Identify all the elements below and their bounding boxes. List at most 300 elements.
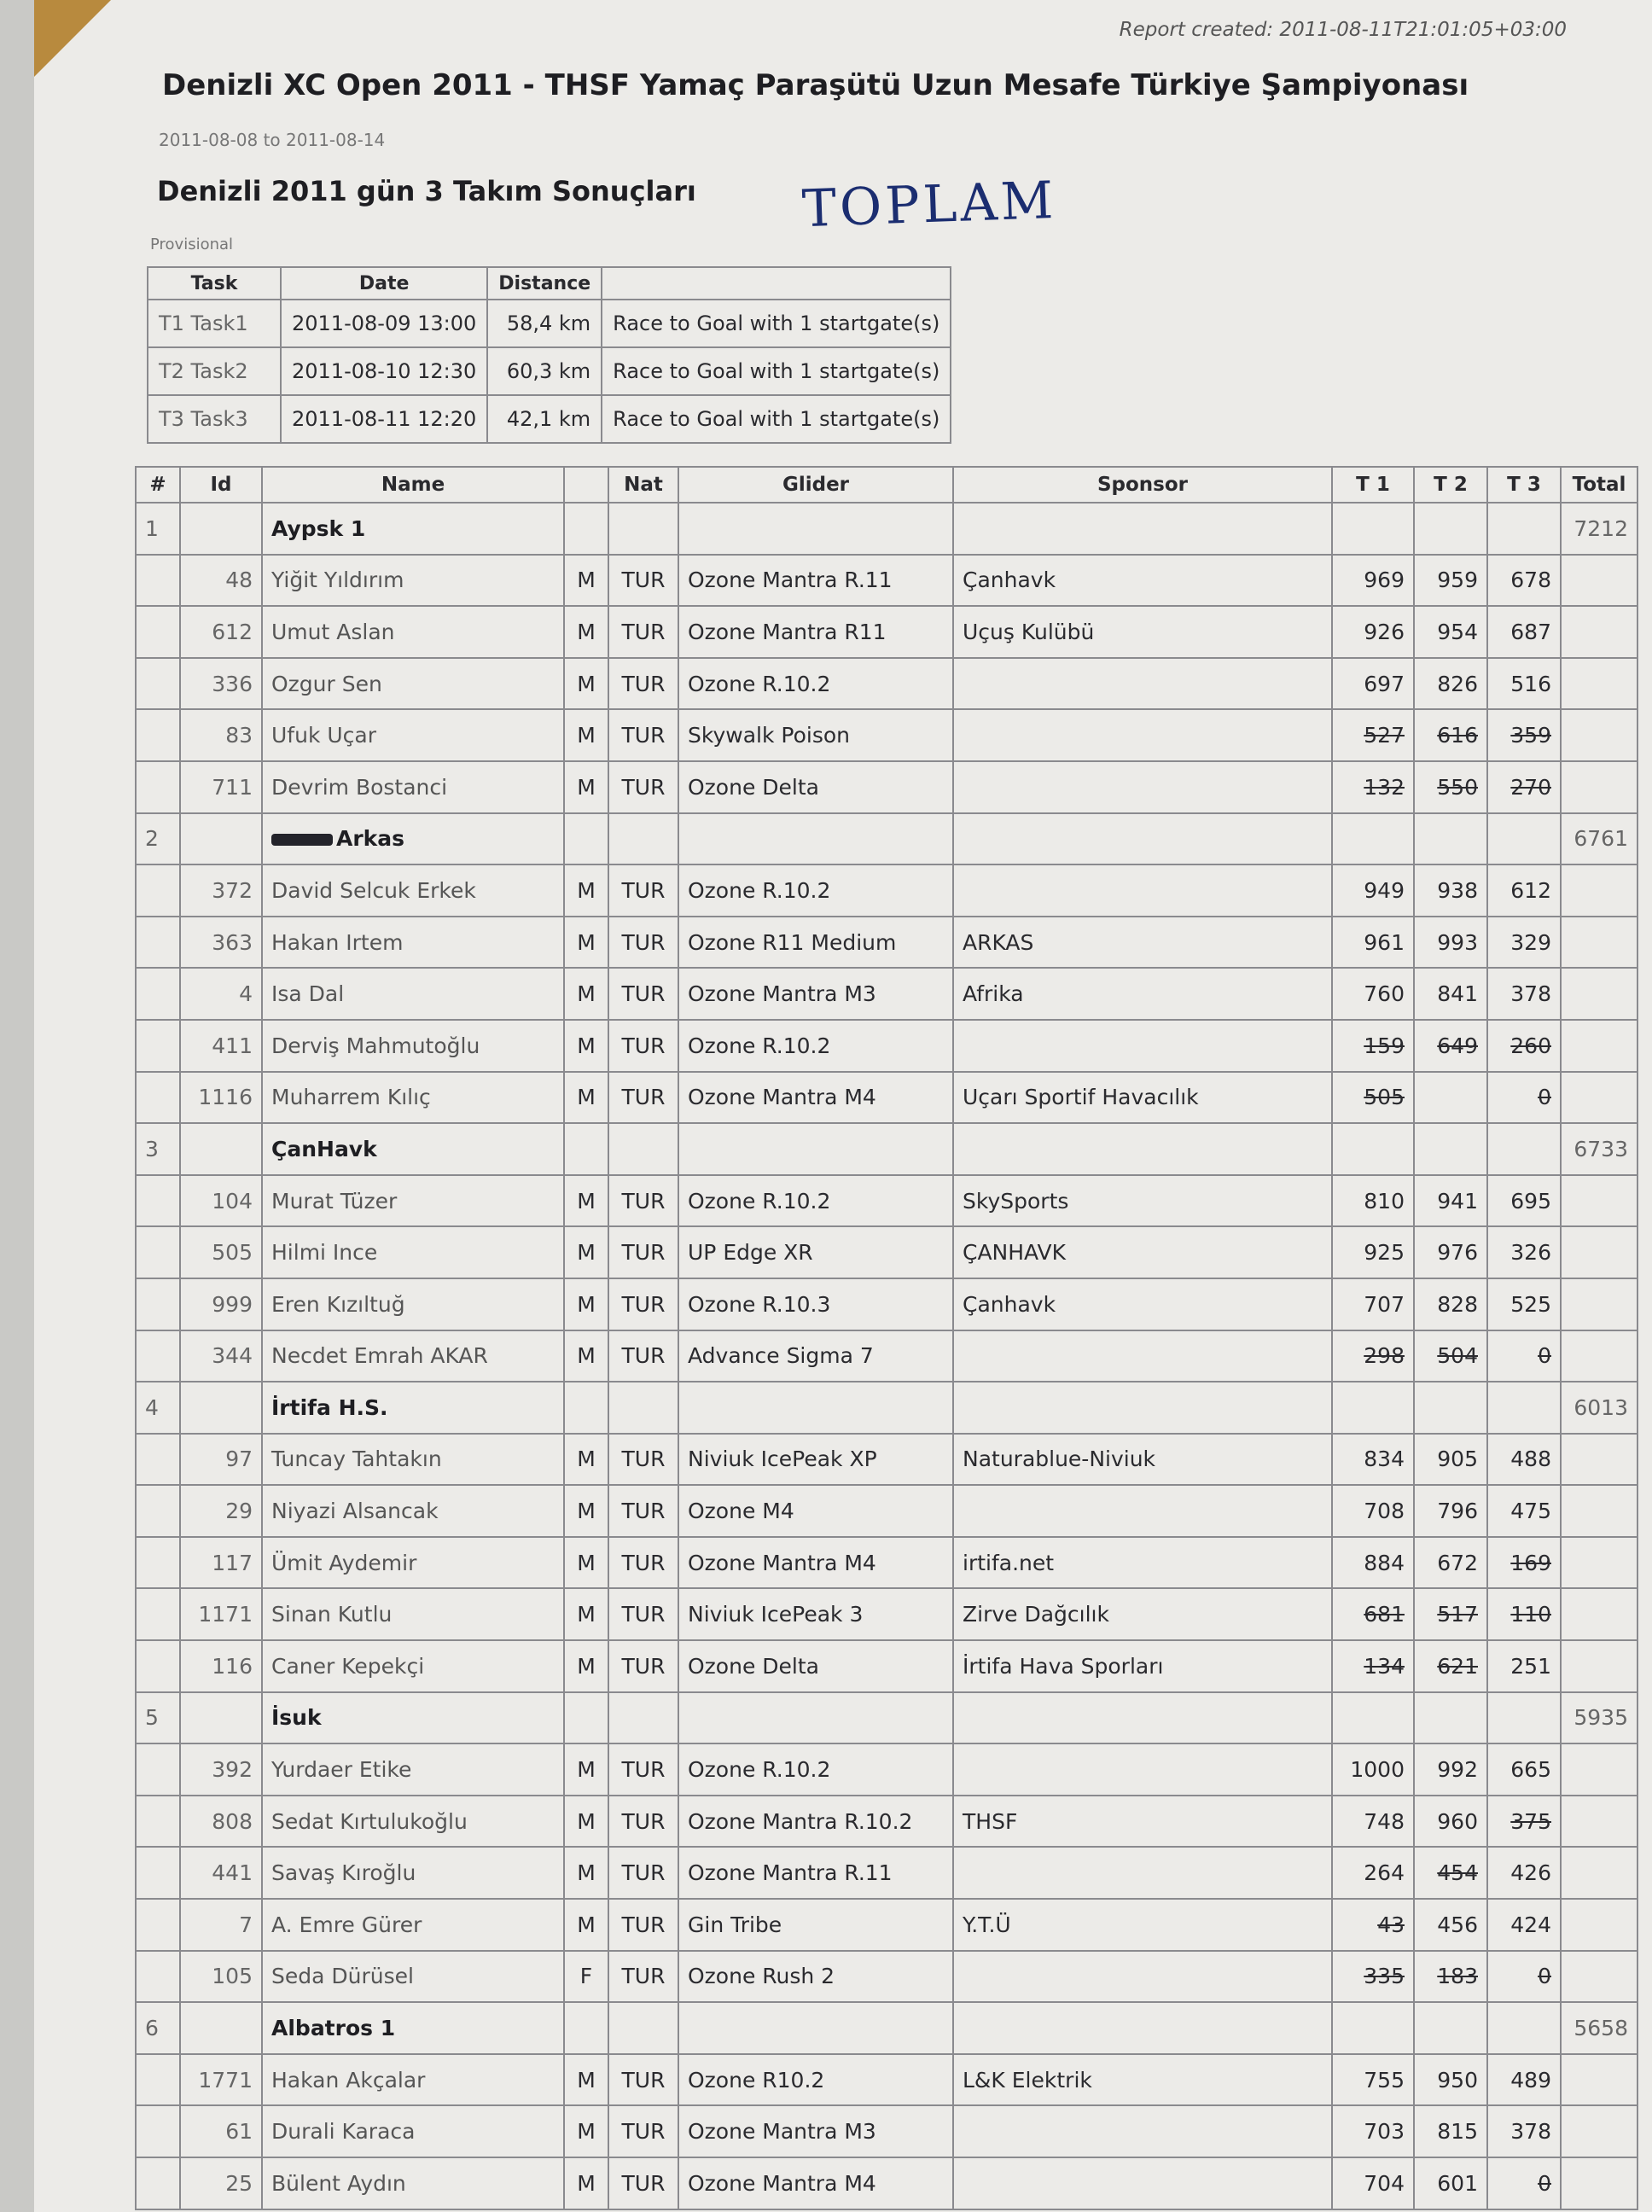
team-name bbox=[262, 1692, 564, 1744]
pilot-t1-score: 159 bbox=[1332, 1020, 1414, 1072]
pilot-total-cell bbox=[1561, 1020, 1637, 1072]
pilot-t1-score: 748 bbox=[1332, 1796, 1414, 1848]
pilot-nat: TUR bbox=[608, 1330, 678, 1382]
pilot-rank-cell bbox=[136, 2054, 180, 2106]
team-empty-cell bbox=[678, 813, 953, 865]
pilot-sex: M bbox=[564, 864, 608, 917]
pilot-sponsor: SkySports bbox=[953, 1175, 1332, 1227]
pilot-row bbox=[136, 1899, 1637, 1951]
pilot-total-cell bbox=[1561, 1640, 1637, 1692]
team-empty-cell bbox=[953, 1382, 1332, 1434]
pilot-sex: M bbox=[564, 1485, 608, 1537]
team-empty-cell bbox=[1332, 813, 1414, 865]
pilot-total-cell bbox=[1561, 2054, 1637, 2106]
pilot-t1-score: 926 bbox=[1332, 606, 1414, 658]
pilot-sex: M bbox=[564, 1226, 608, 1278]
pilot-sex: M bbox=[564, 1020, 608, 1072]
pilot-t3-score: 488 bbox=[1487, 1434, 1561, 1486]
pilot-name: Tuncay Tahtakın bbox=[262, 1434, 564, 1486]
report-created: Report created: 2011-08-11T21:01:05+03:00 bbox=[1119, 19, 1567, 41]
pilot-t2-score: 616 bbox=[1414, 709, 1487, 761]
pilot-t3-score: 375 bbox=[1487, 1796, 1561, 1848]
team-empty-cell bbox=[953, 503, 1332, 555]
team-empty-cell bbox=[953, 2002, 1332, 2054]
task-row bbox=[148, 300, 951, 347]
pilot-name: Sedat Kırtulukoğlu bbox=[262, 1796, 564, 1848]
pilot-id: 117 bbox=[180, 1537, 262, 1589]
pilot-row bbox=[136, 1485, 1637, 1537]
pilot-glider: Ozone R.10.2 bbox=[678, 1743, 953, 1796]
pilot-sponsor bbox=[953, 1020, 1332, 1072]
task-distance: 60,3 km bbox=[487, 347, 602, 395]
pilot-name: Umut Aslan bbox=[262, 606, 564, 658]
team-empty-cell bbox=[1487, 503, 1561, 555]
task-type: Race to Goal with 1 startgate(s) bbox=[602, 300, 951, 347]
pilot-nat: TUR bbox=[608, 1020, 678, 1072]
pilot-t1-score: 505 bbox=[1332, 1072, 1414, 1124]
pilot-name: Sinan Kutlu bbox=[262, 1588, 564, 1640]
pilot-name: Bülent Aydın bbox=[262, 2157, 564, 2209]
pilot-sex: M bbox=[564, 1899, 608, 1951]
pilot-name: Devrim Bostanci bbox=[262, 761, 564, 813]
pilot-nat: TUR bbox=[608, 1434, 678, 1486]
pilot-t2-score: 456 bbox=[1414, 1899, 1487, 1951]
team-id-cell bbox=[180, 1123, 262, 1175]
team-empty-cell bbox=[1487, 2002, 1561, 2054]
pilot-nat: TUR bbox=[608, 2105, 678, 2157]
pilot-total-cell bbox=[1561, 1796, 1637, 1848]
pilot-t1-score: 969 bbox=[1332, 555, 1414, 607]
pilot-id: 372 bbox=[180, 864, 262, 917]
pilot-t1-score: 43 bbox=[1332, 1899, 1414, 1951]
team-empty-cell bbox=[608, 1123, 678, 1175]
pilot-row bbox=[136, 2157, 1637, 2209]
team-empty-cell bbox=[1487, 1692, 1561, 1744]
team-empty-cell bbox=[1414, 1382, 1487, 1434]
task-name: T1 Task1 bbox=[148, 300, 281, 347]
pilot-row bbox=[136, 1951, 1637, 2003]
pilot-nat: TUR bbox=[608, 606, 678, 658]
team-id-cell bbox=[180, 1382, 262, 1434]
pilot-rank-cell bbox=[136, 968, 180, 1020]
pilot-rank-cell bbox=[136, 709, 180, 761]
team-id-cell bbox=[180, 503, 262, 555]
pilot-rank-cell bbox=[136, 1588, 180, 1640]
team-empty-cell bbox=[1332, 503, 1414, 555]
task-type: Race to Goal with 1 startgate(s) bbox=[602, 395, 951, 443]
pilot-rank-cell bbox=[136, 864, 180, 917]
glider-header: Glider bbox=[678, 467, 953, 503]
pilot-id: 97 bbox=[180, 1434, 262, 1486]
pilot-name: Seda Dürüsel bbox=[262, 1951, 564, 2003]
team-row bbox=[136, 1692, 1637, 1744]
pilot-row bbox=[136, 1434, 1637, 1486]
pilot-id: 83 bbox=[180, 709, 262, 761]
pilot-name: Durali Karaca bbox=[262, 2105, 564, 2157]
pilot-t2-score: 504 bbox=[1414, 1330, 1487, 1382]
pilot-t1-score: 703 bbox=[1332, 2105, 1414, 2157]
team-empty-cell bbox=[608, 1692, 678, 1744]
pilot-name: David Selcuk Erkek bbox=[262, 864, 564, 917]
pilot-t3-score: 378 bbox=[1487, 968, 1561, 1020]
pilot-id: 61 bbox=[180, 2105, 262, 2157]
task-table-header bbox=[148, 267, 951, 300]
pilot-row bbox=[136, 1847, 1637, 1899]
pilot-glider: Ozone Mantra M4 bbox=[678, 1072, 953, 1124]
team-empty-cell bbox=[608, 1382, 678, 1434]
pilot-total-cell bbox=[1561, 1072, 1637, 1124]
pilot-row bbox=[136, 1588, 1637, 1640]
t2-header: T 2 bbox=[1414, 467, 1487, 503]
pilot-rank-cell bbox=[136, 555, 180, 607]
pilot-rank-cell bbox=[136, 1847, 180, 1899]
team-name bbox=[262, 1382, 564, 1434]
nat-header: Nat bbox=[608, 467, 678, 503]
team-rank: 6 bbox=[136, 2002, 180, 2054]
pilot-total-cell bbox=[1561, 658, 1637, 710]
pilot-total-cell bbox=[1561, 968, 1637, 1020]
pilot-glider: Niviuk IcePeak 3 bbox=[678, 1588, 953, 1640]
team-row bbox=[136, 2002, 1637, 2054]
pilot-t3-score: 0 bbox=[1487, 2157, 1561, 2209]
team-empty-cell bbox=[1332, 2002, 1414, 2054]
pilot-total-cell bbox=[1561, 555, 1637, 607]
pilot-row bbox=[136, 1743, 1637, 1796]
pilot-sponsor bbox=[953, 2105, 1332, 2157]
pilot-sponsor bbox=[953, 1951, 1332, 2003]
task-date: 2011-08-11 12:20 bbox=[281, 395, 487, 443]
pilot-rank-cell bbox=[136, 1743, 180, 1796]
pilot-t3-score: 359 bbox=[1487, 709, 1561, 761]
pilot-nat: TUR bbox=[608, 1072, 678, 1124]
pilot-id: 4 bbox=[180, 968, 262, 1020]
task-header: Task bbox=[148, 267, 281, 300]
pilot-row bbox=[136, 2105, 1637, 2157]
pilot-t2-score: 550 bbox=[1414, 761, 1487, 813]
pilot-rank-cell bbox=[136, 917, 180, 969]
task-name: T2 Task2 bbox=[148, 347, 281, 395]
pilot-nat: TUR bbox=[608, 917, 678, 969]
pilot-t1-score: 1000 bbox=[1332, 1743, 1414, 1796]
pilot-sex: M bbox=[564, 1537, 608, 1589]
pilot-sex: M bbox=[564, 1796, 608, 1848]
pilot-t2-score: 815 bbox=[1414, 2105, 1487, 2157]
pilot-t2-score: 601 bbox=[1414, 2157, 1487, 2209]
results-header-row bbox=[136, 467, 1637, 503]
pilot-glider: Ozone Delta bbox=[678, 761, 953, 813]
pilot-name: Ümit Aydemir bbox=[262, 1537, 564, 1589]
pilot-rank-cell bbox=[136, 1796, 180, 1848]
pilot-sex: M bbox=[564, 1434, 608, 1486]
team-empty-cell bbox=[1414, 1123, 1487, 1175]
pilot-glider: Ozone R.10.2 bbox=[678, 864, 953, 917]
pilot-total-cell bbox=[1561, 1175, 1637, 1227]
team-name bbox=[262, 2002, 564, 2054]
pilot-id: 104 bbox=[180, 1175, 262, 1227]
pilot-t3-score: 525 bbox=[1487, 1278, 1561, 1330]
pilot-row bbox=[136, 1278, 1637, 1330]
date-header: Date bbox=[281, 267, 487, 300]
pilot-glider: Ozone R.10.2 bbox=[678, 658, 953, 710]
pilot-name: A. Emre Gürer bbox=[262, 1899, 564, 1951]
task-distance: 58,4 km bbox=[487, 300, 602, 347]
pilot-glider: Ozone Mantra M4 bbox=[678, 2157, 953, 2209]
team-empty-cell bbox=[953, 1692, 1332, 1744]
pilot-t1-score: 335 bbox=[1332, 1951, 1414, 2003]
pilot-sponsor: ARKAS bbox=[953, 917, 1332, 969]
pilot-t3-score: 251 bbox=[1487, 1640, 1561, 1692]
pilot-glider: Ozone Rush 2 bbox=[678, 1951, 953, 2003]
team-empty-cell bbox=[608, 503, 678, 555]
pilot-id: 7 bbox=[180, 1899, 262, 1951]
pilot-id: 25 bbox=[180, 2157, 262, 2209]
pilot-row bbox=[136, 864, 1637, 917]
pilot-row bbox=[136, 1175, 1637, 1227]
pilot-glider: Ozone Mantra R.10.2 bbox=[678, 1796, 953, 1848]
pilot-id: 1171 bbox=[180, 1588, 262, 1640]
pilot-nat: TUR bbox=[608, 1226, 678, 1278]
pilot-total-cell bbox=[1561, 1226, 1637, 1278]
pilot-total-cell bbox=[1561, 1537, 1637, 1589]
pilot-glider: Ozone Mantra R11 bbox=[678, 606, 953, 658]
pilot-rank-cell bbox=[136, 2157, 180, 2209]
paper-sheet bbox=[34, 0, 1652, 2212]
pilot-t1-score: 298 bbox=[1332, 1330, 1414, 1382]
pilot-t3-score: 0 bbox=[1487, 1951, 1561, 2003]
pilot-name: Murat Tüzer bbox=[262, 1175, 564, 1227]
pilot-rank-cell bbox=[136, 1951, 180, 2003]
result-title: Denizli 2011 gün 3 Takım Sonuçları bbox=[157, 175, 696, 207]
task-date: 2011-08-09 13:00 bbox=[281, 300, 487, 347]
team-empty-cell bbox=[564, 2002, 608, 2054]
team-empty-cell bbox=[1332, 1123, 1414, 1175]
distance-header: Distance bbox=[487, 267, 602, 300]
pilot-t2-score: 183 bbox=[1414, 1951, 1487, 2003]
pilot-t2-score: 959 bbox=[1414, 555, 1487, 607]
team-empty-cell bbox=[564, 1692, 608, 1744]
pilot-row bbox=[136, 917, 1637, 969]
pilot-sponsor bbox=[953, 1743, 1332, 1796]
pilot-t1-score: 134 bbox=[1332, 1640, 1414, 1692]
pilot-t2-score: 941 bbox=[1414, 1175, 1487, 1227]
team-empty-cell bbox=[953, 1123, 1332, 1175]
pilot-nat: TUR bbox=[608, 555, 678, 607]
pilot-glider: Niviuk IcePeak XP bbox=[678, 1434, 953, 1486]
pilot-t1-score: 681 bbox=[1332, 1588, 1414, 1640]
pilot-t2-score: 954 bbox=[1414, 606, 1487, 658]
team-empty-cell bbox=[1414, 1692, 1487, 1744]
pilot-sex: M bbox=[564, 2157, 608, 2209]
team-total: 5935 bbox=[1561, 1692, 1637, 1744]
pilot-name: Caner Kepekçi bbox=[262, 1640, 564, 1692]
pilot-total-cell bbox=[1561, 1899, 1637, 1951]
pilot-sex: M bbox=[564, 2054, 608, 2106]
team-row bbox=[136, 1382, 1637, 1434]
team-id-cell bbox=[180, 813, 262, 865]
pilot-sex: F bbox=[564, 1951, 608, 2003]
pilot-glider: Ozone Mantra M3 bbox=[678, 2105, 953, 2157]
team-empty-cell bbox=[1414, 813, 1487, 865]
team-empty-cell bbox=[608, 813, 678, 865]
pilot-glider: Ozone R.10.3 bbox=[678, 1278, 953, 1330]
pilot-t2-score: 905 bbox=[1414, 1434, 1487, 1486]
pilot-name: Yiğit Yıldırım bbox=[262, 555, 564, 607]
pilot-rank-cell bbox=[136, 1020, 180, 1072]
pilot-total-cell bbox=[1561, 1847, 1637, 1899]
pilot-t2-score: 960 bbox=[1414, 1796, 1487, 1848]
pilot-t3-score: 378 bbox=[1487, 2105, 1561, 2157]
pilot-sponsor: Zirve Dağcılık bbox=[953, 1588, 1332, 1640]
pilot-total-cell bbox=[1561, 1434, 1637, 1486]
pilot-t3-score: 516 bbox=[1487, 658, 1561, 710]
sponsor-header: Sponsor bbox=[953, 467, 1332, 503]
results-body bbox=[136, 503, 1637, 2209]
pilot-t2-score: 454 bbox=[1414, 1847, 1487, 1899]
pilot-id: 344 bbox=[180, 1330, 262, 1382]
pilot-t1-score: 527 bbox=[1332, 709, 1414, 761]
pilot-rank-cell bbox=[136, 1537, 180, 1589]
pilot-sex: M bbox=[564, 1588, 608, 1640]
pilot-sponsor: Çanhavk bbox=[953, 555, 1332, 607]
pilot-row bbox=[136, 1330, 1637, 1382]
pilot-sponsor: ÇANHAVK bbox=[953, 1226, 1332, 1278]
pilot-total-cell bbox=[1561, 1278, 1637, 1330]
team-name-label: Arkas bbox=[336, 826, 405, 852]
pilot-t1-score: 132 bbox=[1332, 761, 1414, 813]
pilot-id: 392 bbox=[180, 1743, 262, 1796]
pilot-nat: TUR bbox=[608, 1899, 678, 1951]
total-header: Total bbox=[1561, 467, 1637, 503]
pilot-t3-score: 169 bbox=[1487, 1537, 1561, 1589]
pilot-nat: TUR bbox=[608, 1743, 678, 1796]
pilot-t3-score: 665 bbox=[1487, 1743, 1561, 1796]
pilot-row bbox=[136, 555, 1637, 607]
pilot-name: Hilmi Ince bbox=[262, 1226, 564, 1278]
team-empty-cell bbox=[678, 1123, 953, 1175]
pilot-glider: Ozone Delta bbox=[678, 1640, 953, 1692]
team-name bbox=[262, 503, 564, 555]
pilot-glider: Ozone Mantra R.11 bbox=[678, 555, 953, 607]
pilot-sex: M bbox=[564, 1175, 608, 1227]
pilot-nat: TUR bbox=[608, 1796, 678, 1848]
team-empty-cell bbox=[1487, 1123, 1561, 1175]
type-header bbox=[602, 267, 951, 300]
pilot-t1-score: 755 bbox=[1332, 2054, 1414, 2106]
pilot-glider: Ozone Mantra M4 bbox=[678, 1537, 953, 1589]
pilot-t2-score: 828 bbox=[1414, 1278, 1487, 1330]
task-date: 2011-08-10 12:30 bbox=[281, 347, 487, 395]
status-label: Provisional bbox=[150, 236, 234, 253]
pilot-id: 505 bbox=[180, 1226, 262, 1278]
team-rank: 4 bbox=[136, 1382, 180, 1434]
pilot-row bbox=[136, 1796, 1637, 1848]
pilot-row bbox=[136, 606, 1637, 658]
pilot-nat: TUR bbox=[608, 1588, 678, 1640]
pilot-glider: Ozone R.10.2 bbox=[678, 1175, 953, 1227]
pilot-sponsor bbox=[953, 658, 1332, 710]
redaction-mark bbox=[271, 834, 333, 846]
team-total: 6761 bbox=[1561, 813, 1637, 865]
pilot-nat: TUR bbox=[608, 2157, 678, 2209]
team-name bbox=[262, 1123, 564, 1175]
pilot-total-cell bbox=[1561, 1485, 1637, 1537]
pilot-sponsor: Naturablue-Niviuk bbox=[953, 1434, 1332, 1486]
pilot-total-cell bbox=[1561, 761, 1637, 813]
pilot-t1-score: 834 bbox=[1332, 1434, 1414, 1486]
name-header: Name bbox=[262, 467, 564, 503]
pilot-nat: TUR bbox=[608, 1278, 678, 1330]
pilot-glider: Ozone R10.2 bbox=[678, 2054, 953, 2106]
pilot-total-cell bbox=[1561, 1951, 1637, 2003]
competition-title: Denizli XC Open 2011 - THSF Yamaç Paraşütü Uzun Mesafe Türkiye Şampiyonası bbox=[162, 68, 1469, 102]
pilot-row bbox=[136, 1020, 1637, 1072]
pilot-glider: UP Edge XR bbox=[678, 1226, 953, 1278]
pilot-t2-score: 649 bbox=[1414, 1020, 1487, 1072]
pilot-t1-score: 697 bbox=[1332, 658, 1414, 710]
pilot-sponsor: irtifa.net bbox=[953, 1537, 1332, 1589]
pilot-t3-score: 687 bbox=[1487, 606, 1561, 658]
team-empty-cell bbox=[1487, 1382, 1561, 1434]
team-row bbox=[136, 813, 1637, 865]
pilot-nat: TUR bbox=[608, 1640, 678, 1692]
pilot-t2-score: 841 bbox=[1414, 968, 1487, 1020]
pilot-sex: M bbox=[564, 1072, 608, 1124]
team-empty-cell bbox=[1414, 503, 1487, 555]
pilot-t3-score: 424 bbox=[1487, 1899, 1561, 1951]
team-rank: 5 bbox=[136, 1692, 180, 1744]
competition-dates: 2011-08-08 to 2011-08-14 bbox=[159, 130, 386, 150]
pilot-t1-score: 704 bbox=[1332, 2157, 1414, 2209]
pilot-rank-cell bbox=[136, 606, 180, 658]
team-empty-cell bbox=[608, 2002, 678, 2054]
team-empty-cell bbox=[678, 503, 953, 555]
pilot-sponsor: L&K Elektrik bbox=[953, 2054, 1332, 2106]
pilot-id: 612 bbox=[180, 606, 262, 658]
pilot-t3-score: 329 bbox=[1487, 917, 1561, 969]
team-empty-cell bbox=[1332, 1382, 1414, 1434]
pilot-glider: Ozone Mantra M3 bbox=[678, 968, 953, 1020]
pilot-t2-score: 950 bbox=[1414, 2054, 1487, 2106]
team-empty-cell bbox=[678, 1382, 953, 1434]
sex-header bbox=[564, 467, 608, 503]
pilot-total-cell bbox=[1561, 917, 1637, 969]
pilot-t3-score: 0 bbox=[1487, 1330, 1561, 1382]
team-total: 6013 bbox=[1561, 1382, 1637, 1434]
pilot-rank-cell bbox=[136, 1640, 180, 1692]
team-row bbox=[136, 1123, 1637, 1175]
team-rank: 3 bbox=[136, 1123, 180, 1175]
pilot-sex: M bbox=[564, 555, 608, 607]
pilot-rank-cell bbox=[136, 1175, 180, 1227]
pilot-sponsor bbox=[953, 1485, 1332, 1537]
pilot-t3-score: 260 bbox=[1487, 1020, 1561, 1072]
pilot-t1-score: 925 bbox=[1332, 1226, 1414, 1278]
pilot-t2-score: 826 bbox=[1414, 658, 1487, 710]
pilot-row bbox=[136, 1226, 1637, 1278]
pilot-t2-score: 621 bbox=[1414, 1640, 1487, 1692]
pilot-rank-cell bbox=[136, 1485, 180, 1537]
pilot-row bbox=[136, 709, 1637, 761]
pilot-t3-score: 0 bbox=[1487, 1072, 1561, 1124]
pilot-total-cell bbox=[1561, 1743, 1637, 1796]
pilot-sponsor bbox=[953, 1847, 1332, 1899]
pilot-name: Eren Kızıltuğ bbox=[262, 1278, 564, 1330]
team-empty-cell bbox=[1332, 1692, 1414, 1744]
pilot-t1-score: 264 bbox=[1332, 1847, 1414, 1899]
pilot-row bbox=[136, 1072, 1637, 1124]
pilot-id: 441 bbox=[180, 1847, 262, 1899]
team-empty-cell bbox=[678, 1692, 953, 1744]
